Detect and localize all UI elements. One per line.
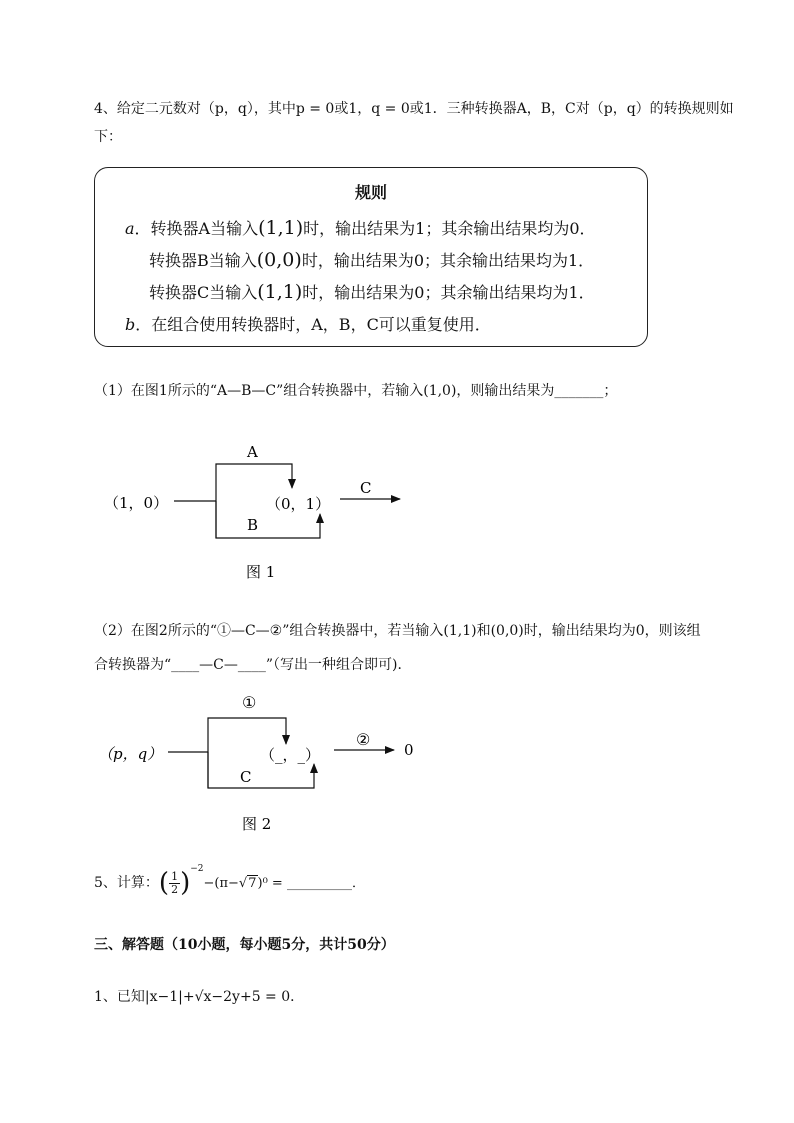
rule-a1-post: 时，输出结果为1；其余输出结果均为0． bbox=[303, 219, 596, 238]
rule-b bbox=[125, 312, 491, 335]
section-3-title: 三、解答题（10小题，每小题5分，共计50分） bbox=[94, 937, 395, 953]
rule-a2-input: (0,0) bbox=[256, 249, 302, 271]
s1-text: 1、已知|x−1|+√x−2y+5 = 0． bbox=[94, 989, 305, 1005]
q5-numerator: 1 bbox=[171, 869, 179, 883]
rule-a3-post: 时，输出结果为0；其余输出结果均为1． bbox=[302, 283, 595, 302]
fig2-bottom-label: C bbox=[240, 768, 252, 786]
fig2-mid: （_，_） bbox=[260, 746, 321, 764]
q5-prefix: 5、计算： bbox=[94, 875, 159, 891]
fig1-caption: 图 1 bbox=[246, 563, 276, 581]
rules-title: 规则 bbox=[354, 183, 387, 202]
fig2-caption: 图 2 bbox=[242, 815, 272, 833]
q5: 5、计算：( $\frac{1}{2}$ )$^{-2}$−(π−√7)⁰ = __________． bbox=[94, 864, 365, 898]
rule-b-text: ．在组合使用转换器时，A，B，C可以重复使用． bbox=[135, 315, 491, 334]
rule-a1-pre: ．转换器A当输入 bbox=[134, 219, 259, 238]
q5-mid: −(π− bbox=[203, 876, 239, 891]
rules-box bbox=[94, 167, 648, 347]
rule-a3-input: (1,1) bbox=[257, 281, 303, 303]
rule-a1-input: (1,1) bbox=[258, 217, 304, 239]
part2-line1: （2）在图2所示的“①—C—②”组合转换器中，若当输入(1,1)和(0,0)时，输出结果均为0，则该组 bbox=[94, 623, 701, 639]
rule-a1 bbox=[125, 216, 596, 239]
rule-a2 bbox=[149, 248, 594, 271]
fig2-out-label: ② bbox=[356, 730, 371, 749]
rule-b-label: b bbox=[125, 315, 136, 334]
fig1-out-label: C bbox=[360, 479, 372, 497]
q5-radicand: 7 bbox=[248, 876, 257, 891]
fig1-input: （1，0） bbox=[104, 494, 169, 512]
q5-tail: )⁰ = __________． bbox=[257, 876, 365, 891]
q4-line2: 下： bbox=[94, 129, 122, 145]
figure-1 bbox=[90, 430, 420, 590]
figure-2 bbox=[90, 688, 420, 838]
fig1-top-label: A bbox=[247, 443, 258, 461]
part2-line2: 合转换器为“____—C—____”（写出一种组合即可)． bbox=[94, 657, 412, 673]
q5-exponent: −2 bbox=[190, 864, 204, 875]
fig1-mid: （0，1） bbox=[266, 495, 331, 513]
fig1-bottom-label: B bbox=[247, 516, 259, 534]
rule-a3 bbox=[149, 280, 595, 303]
fig2-output: 0 bbox=[404, 741, 414, 759]
q5-lparen: ( bbox=[158, 868, 170, 898]
rule-a2-pre: 转换器B当输入 bbox=[149, 251, 257, 270]
rule-a2-post: 时，输出结果为0；其余输出结果均为1． bbox=[301, 251, 595, 270]
q5-fraction bbox=[169, 871, 180, 896]
rule-a3-pre: 转换器C当输入 bbox=[149, 283, 258, 302]
fig2-top-label: ① bbox=[242, 693, 257, 712]
q5-rparen: ) bbox=[180, 868, 191, 898]
part1-text: （1）在图1所示的“A—B—C”组合转换器中，若输入(1,0)，则输出结果为_______； bbox=[94, 383, 618, 399]
rule-a-label: a bbox=[125, 219, 135, 238]
q5-denominator: 2 bbox=[171, 882, 179, 896]
fig2-input: （p，q） bbox=[98, 745, 163, 763]
q4-line1: 4、给定二元数对（p，q），其中p = 0或1，q = 0或1．三种转换器A，B，C对（p，q）的转换规则如 bbox=[94, 101, 734, 117]
